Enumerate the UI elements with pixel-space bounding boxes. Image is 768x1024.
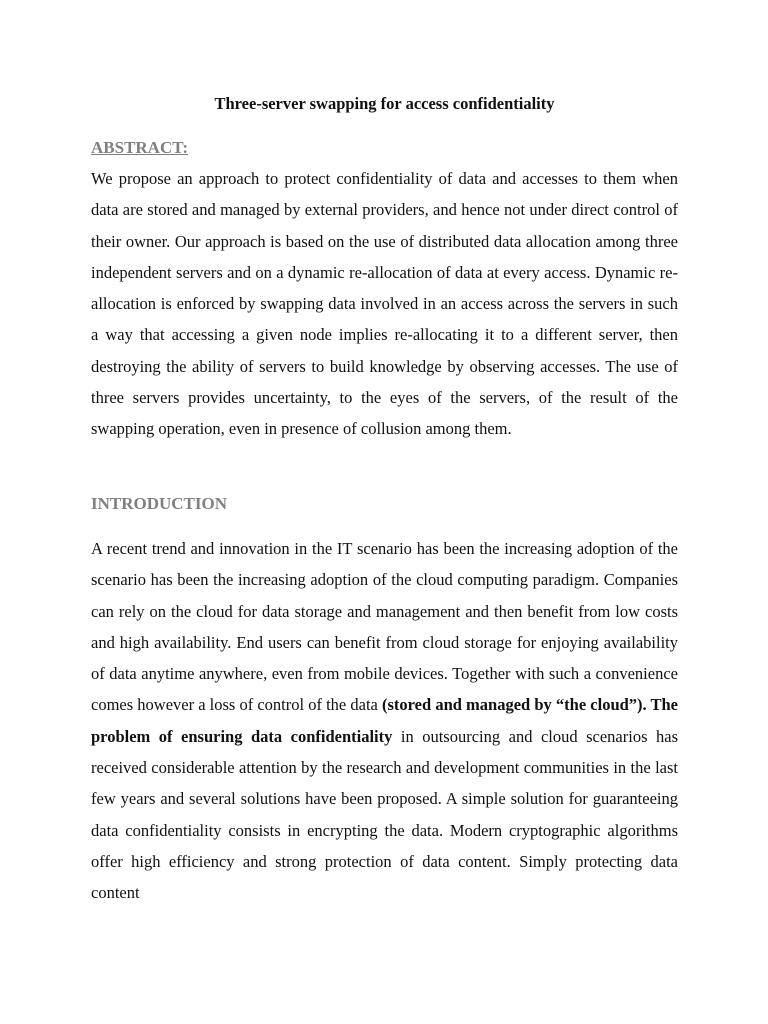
abstract-heading: ABSTRACT: xyxy=(91,138,188,157)
introduction-paragraph xyxy=(91,533,678,909)
abstract-paragraph: We propose an approach to protect confidentiality of data and accesses to them when data are stored and managed by external providers, and hence not under direct control of their owner. Our approach is based on the use of distributed data allocation among three independent servers and on a dynamic re-allocation of data at every access. Dynamic re-allocation is enforced by swapping data involved in an access across the servers in such a way that accessing a given node implies re-allocating it to a different server, then destroying the ability of servers to build knowledge by observing accesses. The use of three servers provides uncertainty, to the eyes of the servers, of the result of the swapping operation, even in presence of collusion among them. xyxy=(91,169,678,439)
introduction-bold-text: (stored and managed by “the cloud”). The problem of ensuring data confidentiality xyxy=(91,695,679,746)
document-title: Three-server swapping for access confidentiality xyxy=(214,94,555,113)
introduction-heading: INTRODUCTION xyxy=(91,494,228,513)
introduction-text-part-2: in outsourcing and cloud scenarios has received considerable attention by the research and development communities in the last few years and several solutions have been proposed. A simple solution for guaranteeing data confidentiality consists in encrypting the data. Modern cryptographic algorithms offer high efficiency and strong protection of data content. Simply protecting data content xyxy=(91,726,678,903)
introduction-text-part-1: A recent trend and innovation in the IT scenario has been the increasing adoption of the scenario has been the increasing adoption of the cloud computing paradigm. Companies can rely on the cloud for data storage and management and then benefit from low costs and high availability. End users can benefit from cloud storage for enjoying availability of data anytime anywhere, even from mobile devices. Together with such a convenience comes however a loss of control of the data xyxy=(91,539,678,715)
